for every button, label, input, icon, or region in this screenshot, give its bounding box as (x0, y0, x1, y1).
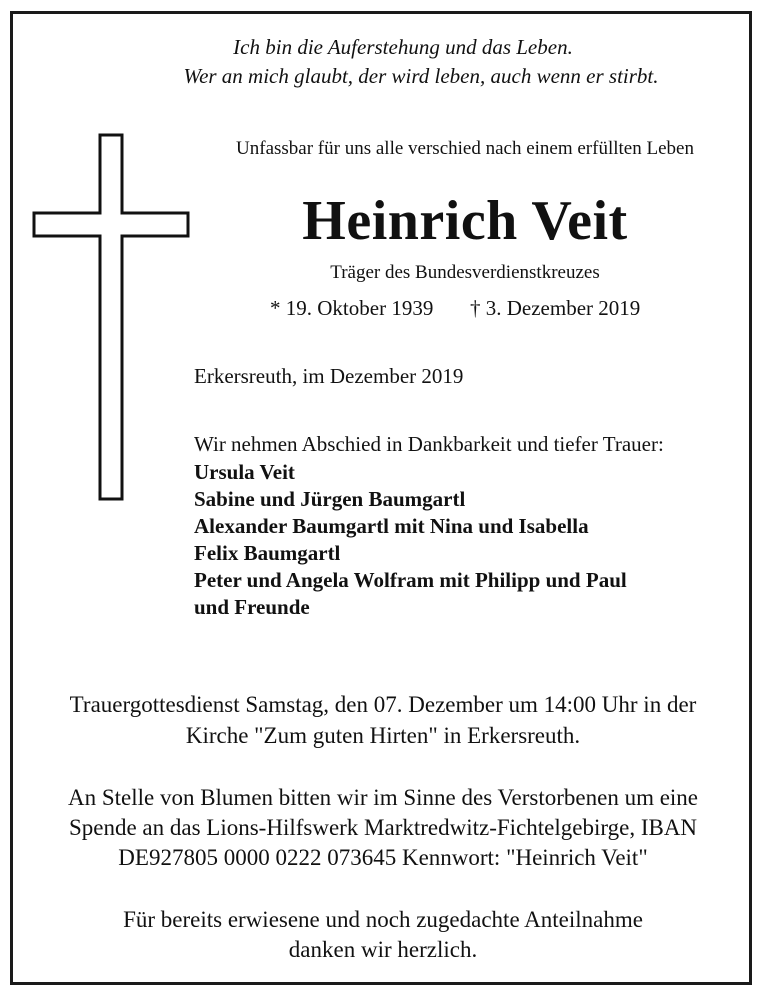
service-line-2: Kirche "Zum guten Hirten" in Erkersreuth. (185, 723, 581, 748)
farewell-text: Wir nehmen Abschied in Dankbarkeit und tiefer Trauer: (194, 432, 664, 456)
birth-date: * 19. Oktober 1939 (270, 296, 434, 320)
deceased-name: Heinrich Veit (302, 190, 628, 252)
verse-line-1: Ich bin die Auferstehung und das Leben. (233, 35, 573, 59)
donation-line-3: DE927805 0000 0222 073645 Kennwort: "Heinrich Veit" (118, 845, 648, 870)
service-line-1: Trauergottesdienst Samstag, den 07. Dezember um 14:00 Uhr in der (69, 692, 697, 717)
intro-text: Unfassbar für uns alle verschied nach einem erfüllten Leben (236, 138, 694, 159)
honor-text: Träger des Bundesverdienstkreuzes (330, 262, 600, 283)
donation-line-1: An Stelle von Blumen bitten wir im Sinne des Verstorbenen um eine (67, 785, 699, 810)
mourner-item: und Freunde (194, 595, 310, 619)
mourner-item: Alexander Baumgartl mit Nina und Isabella (194, 514, 589, 538)
verse-line-2: Wer an mich glaubt, der wird leben, auch wenn er stirbt. (183, 64, 659, 88)
mourner-item: Sabine und Jürgen Baumgartl (194, 487, 466, 511)
place-date: Erkersreuth, im Dezember 2019 (194, 364, 464, 388)
thanks-line-2: danken wir herzlich. (288, 937, 478, 962)
mourner-item: Peter und Angela Wolfram mit Philipp und Paul (194, 568, 627, 592)
thanks-line-1: Für bereits erwiesene und noch zugedachte Anteilnahme (123, 907, 643, 932)
mourner-item: Felix Baumgartl (194, 541, 341, 565)
death-date: † 3. Dezember 2019 (470, 296, 641, 320)
donation-line-2: Spende an das Lions-Hilfswerk Marktredwitz-Fichtelgebirge, IBAN (68, 815, 698, 840)
mourner-item: Ursula Veit (194, 460, 295, 484)
